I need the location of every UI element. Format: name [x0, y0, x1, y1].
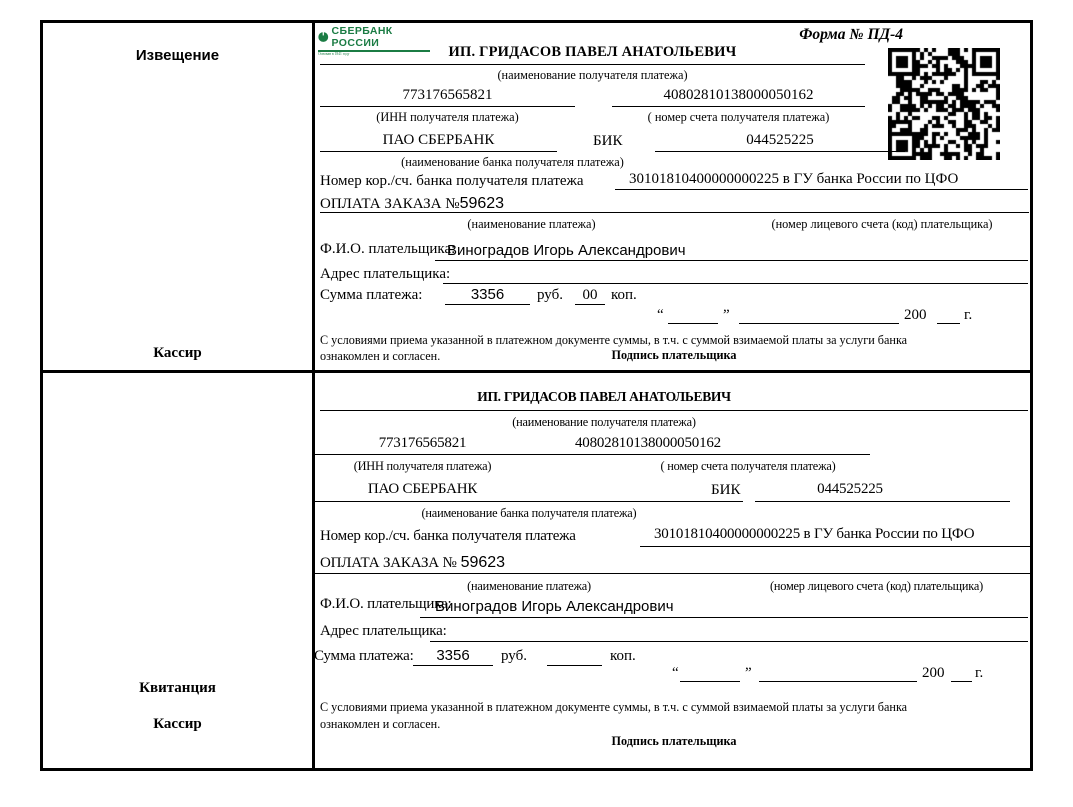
sberbank-logo-text: СБЕРБАНК РОССИИ — [331, 25, 393, 49]
amount-rub-value-notice: 3356 — [470, 286, 505, 303]
receipt-label: Квитанция — [139, 680, 216, 696]
payer-address-line — [443, 283, 1028, 284]
payment-name-prefix-receipt: ОПЛАТА ЗАКАЗА № — [320, 555, 457, 571]
account-line — [612, 106, 865, 107]
payment-form-pd4 — [40, 20, 1033, 771]
account-caption-receipt: ( номер счета получателя платежа) — [660, 459, 836, 473]
corr-account-label-notice: Номер кор./сч. банка получателя платежа — [320, 173, 584, 189]
corr-account-label-receipt: Номер кор./сч. банка получателя платежа — [320, 528, 576, 544]
sberbank-logo-icon — [318, 31, 329, 43]
payer-address-label-notice: Адрес плательщика: — [320, 266, 451, 282]
payee-name-line-receipt — [320, 410, 1028, 411]
agreement-line1-notice: С условиями приема указанной в платежном документе суммы, в т.ч. с суммой взимаемой платы за услуги банка — [320, 333, 908, 347]
order-number-receipt: 59623 — [460, 554, 506, 571]
notice-label: Извещение — [135, 47, 220, 64]
order-number: 59623 — [459, 195, 505, 212]
form-number: Форма № ПД-4 — [799, 26, 903, 43]
bank-name-receipt: ПАО СБЕРБАНК — [367, 481, 478, 497]
payer-fio-value-notice: Виноградов Игорь Александрович — [447, 242, 686, 259]
payment-name-line — [320, 212, 743, 213]
payment-name-receipt — [320, 554, 505, 572]
amount-rub-line — [445, 304, 530, 305]
agreement-line2-notice: ознакомлен и согласен. — [320, 349, 441, 363]
corr-account-value-receipt: 30101810400000000225 в ГУ банка России по ЦФО — [654, 526, 975, 542]
corr-account-line-receipt — [640, 546, 1030, 547]
bank-caption-notice: (наименование банка получателя платежа) — [401, 155, 624, 169]
payer-address-label-receipt: Адрес плательщика: — [320, 623, 447, 639]
inn-caption-receipt: (ИНН получателя платежа) — [353, 459, 492, 473]
bik-value-receipt: 044525225 — [817, 481, 883, 497]
inn-line — [320, 106, 575, 107]
payer-fio-label-receipt: Ф.И.О. плательщика: — [320, 596, 452, 612]
payee-name-caption-receipt: (наименование получателя платежа) — [512, 415, 696, 429]
corr-account-line — [615, 189, 1028, 190]
inn-caption-notice: (ИНН получателя платежа) — [376, 110, 519, 124]
payee-name-line — [320, 64, 865, 65]
date-day-line-receipt — [680, 681, 740, 682]
year-suffix-notice: г. — [964, 307, 973, 323]
sberbank-logo-tagline: Основан в 1841 году — [318, 52, 350, 57]
payment-name-caption-receipt: (наименование платежа) — [467, 579, 591, 593]
personal-account-caption-notice: (номер лицевого счета (код) плательщика) — [771, 217, 993, 231]
inn-value-receipt: 773176565821 — [378, 435, 467, 451]
rub-label-receipt: руб. — [501, 648, 527, 664]
date-month-line — [739, 323, 899, 324]
bank-caption-receipt: (наименование банка получателя платежа) — [421, 506, 637, 520]
payer-address-line-receipt — [430, 641, 1028, 642]
bik-label-receipt: БИК — [711, 482, 741, 498]
date-year-line — [937, 323, 960, 324]
payment-name-notice — [320, 195, 504, 213]
cashier-label-receipt: Кассир — [153, 716, 202, 732]
quote-open-notice: “ — [657, 307, 664, 323]
payer-fio-line — [435, 260, 1028, 261]
payment-name-prefix: ОПЛАТА ЗАКАЗА № — [320, 196, 460, 212]
quote-close-receipt: ” — [745, 665, 752, 681]
payee-name-caption-notice: (наименование получателя платежа) — [497, 68, 688, 82]
personal-account-line — [735, 212, 1029, 213]
cashier-label-notice: Кассир — [153, 345, 202, 361]
payment-name-line-receipt — [315, 573, 743, 574]
amount-kop-line-receipt — [547, 665, 602, 666]
quote-open-receipt: “ — [672, 665, 679, 681]
rub-label-notice: руб. — [537, 287, 563, 303]
kop-label-notice: коп. — [611, 287, 637, 303]
personal-account-line-receipt — [723, 573, 1030, 574]
bik-line — [655, 151, 905, 152]
amount-rub-line-receipt — [413, 665, 493, 666]
account-value-receipt: 40802810138000050162 — [574, 435, 721, 451]
bank-name-line-receipt — [315, 501, 743, 502]
year-notice: 200 — [904, 307, 927, 323]
account-value-notice: 40802810138000050162 — [663, 87, 814, 103]
section-divider — [43, 370, 1030, 373]
inn-value-notice: 773176565821 — [402, 87, 493, 103]
payee-name-notice: ИП. ГРИДАСОВ ПАВЕЛ АНАТОЛЬЕВИЧ — [448, 44, 737, 60]
amount-kop-line — [575, 304, 605, 305]
amount-label-receipt: Сумма платежа: — [314, 648, 414, 664]
personal-account-caption-receipt: (номер лицевого счета (код) плательщика) — [769, 579, 984, 593]
year-suffix-receipt: г. — [975, 665, 984, 681]
inn-line-receipt — [315, 454, 530, 455]
date-year-line-receipt — [951, 681, 972, 682]
account-line-receipt — [523, 454, 870, 455]
amount-label-notice: Сумма платежа: — [320, 287, 423, 303]
corr-account-value-notice: 30101810400000000225 в ГУ банка России по ЦФО — [629, 171, 959, 187]
agreement-line1-receipt: С условиями приема указанной в платежном документе суммы, в т.ч. с суммой взимаемой платы за услуги банка — [320, 700, 908, 714]
account-caption-notice: ( номер счета получателя платежа) — [647, 110, 830, 124]
payee-name-receipt: ИП. ГРИДАСОВ ПАВЕЛ АНАТОЛЬЕВИЧ — [477, 389, 731, 404]
date-day-line — [668, 323, 718, 324]
signature-label-receipt: Подпись плательщика — [611, 734, 737, 748]
payer-fio-value-receipt: Виноградов Игорь Александрович — [435, 598, 674, 615]
kop-label-receipt: коп. — [610, 648, 636, 664]
signature-label-notice: Подпись плательщика — [611, 348, 737, 362]
quote-close-notice: ” — [723, 307, 730, 323]
bank-name-notice: ПАО СБЕРБАНК — [382, 132, 495, 148]
amount-rub-value-receipt: 3356 — [436, 647, 470, 664]
year-receipt: 200 — [922, 665, 945, 681]
bik-label-notice: БИК — [593, 133, 623, 149]
bik-value-notice: 044525225 — [746, 132, 814, 148]
payer-fio-label-notice: Ф.И.О. плательщика: — [320, 241, 456, 257]
amount-kop-value-notice: 00 — [582, 287, 598, 303]
bik-line-receipt — [755, 501, 1010, 502]
agreement-line2-receipt: ознакомлен и согласен. — [320, 717, 441, 731]
payer-fio-line-receipt — [420, 617, 1028, 618]
date-month-line-receipt — [759, 681, 917, 682]
payment-name-caption-notice: (наименование платежа) — [467, 217, 596, 231]
bank-name-line — [320, 151, 557, 152]
